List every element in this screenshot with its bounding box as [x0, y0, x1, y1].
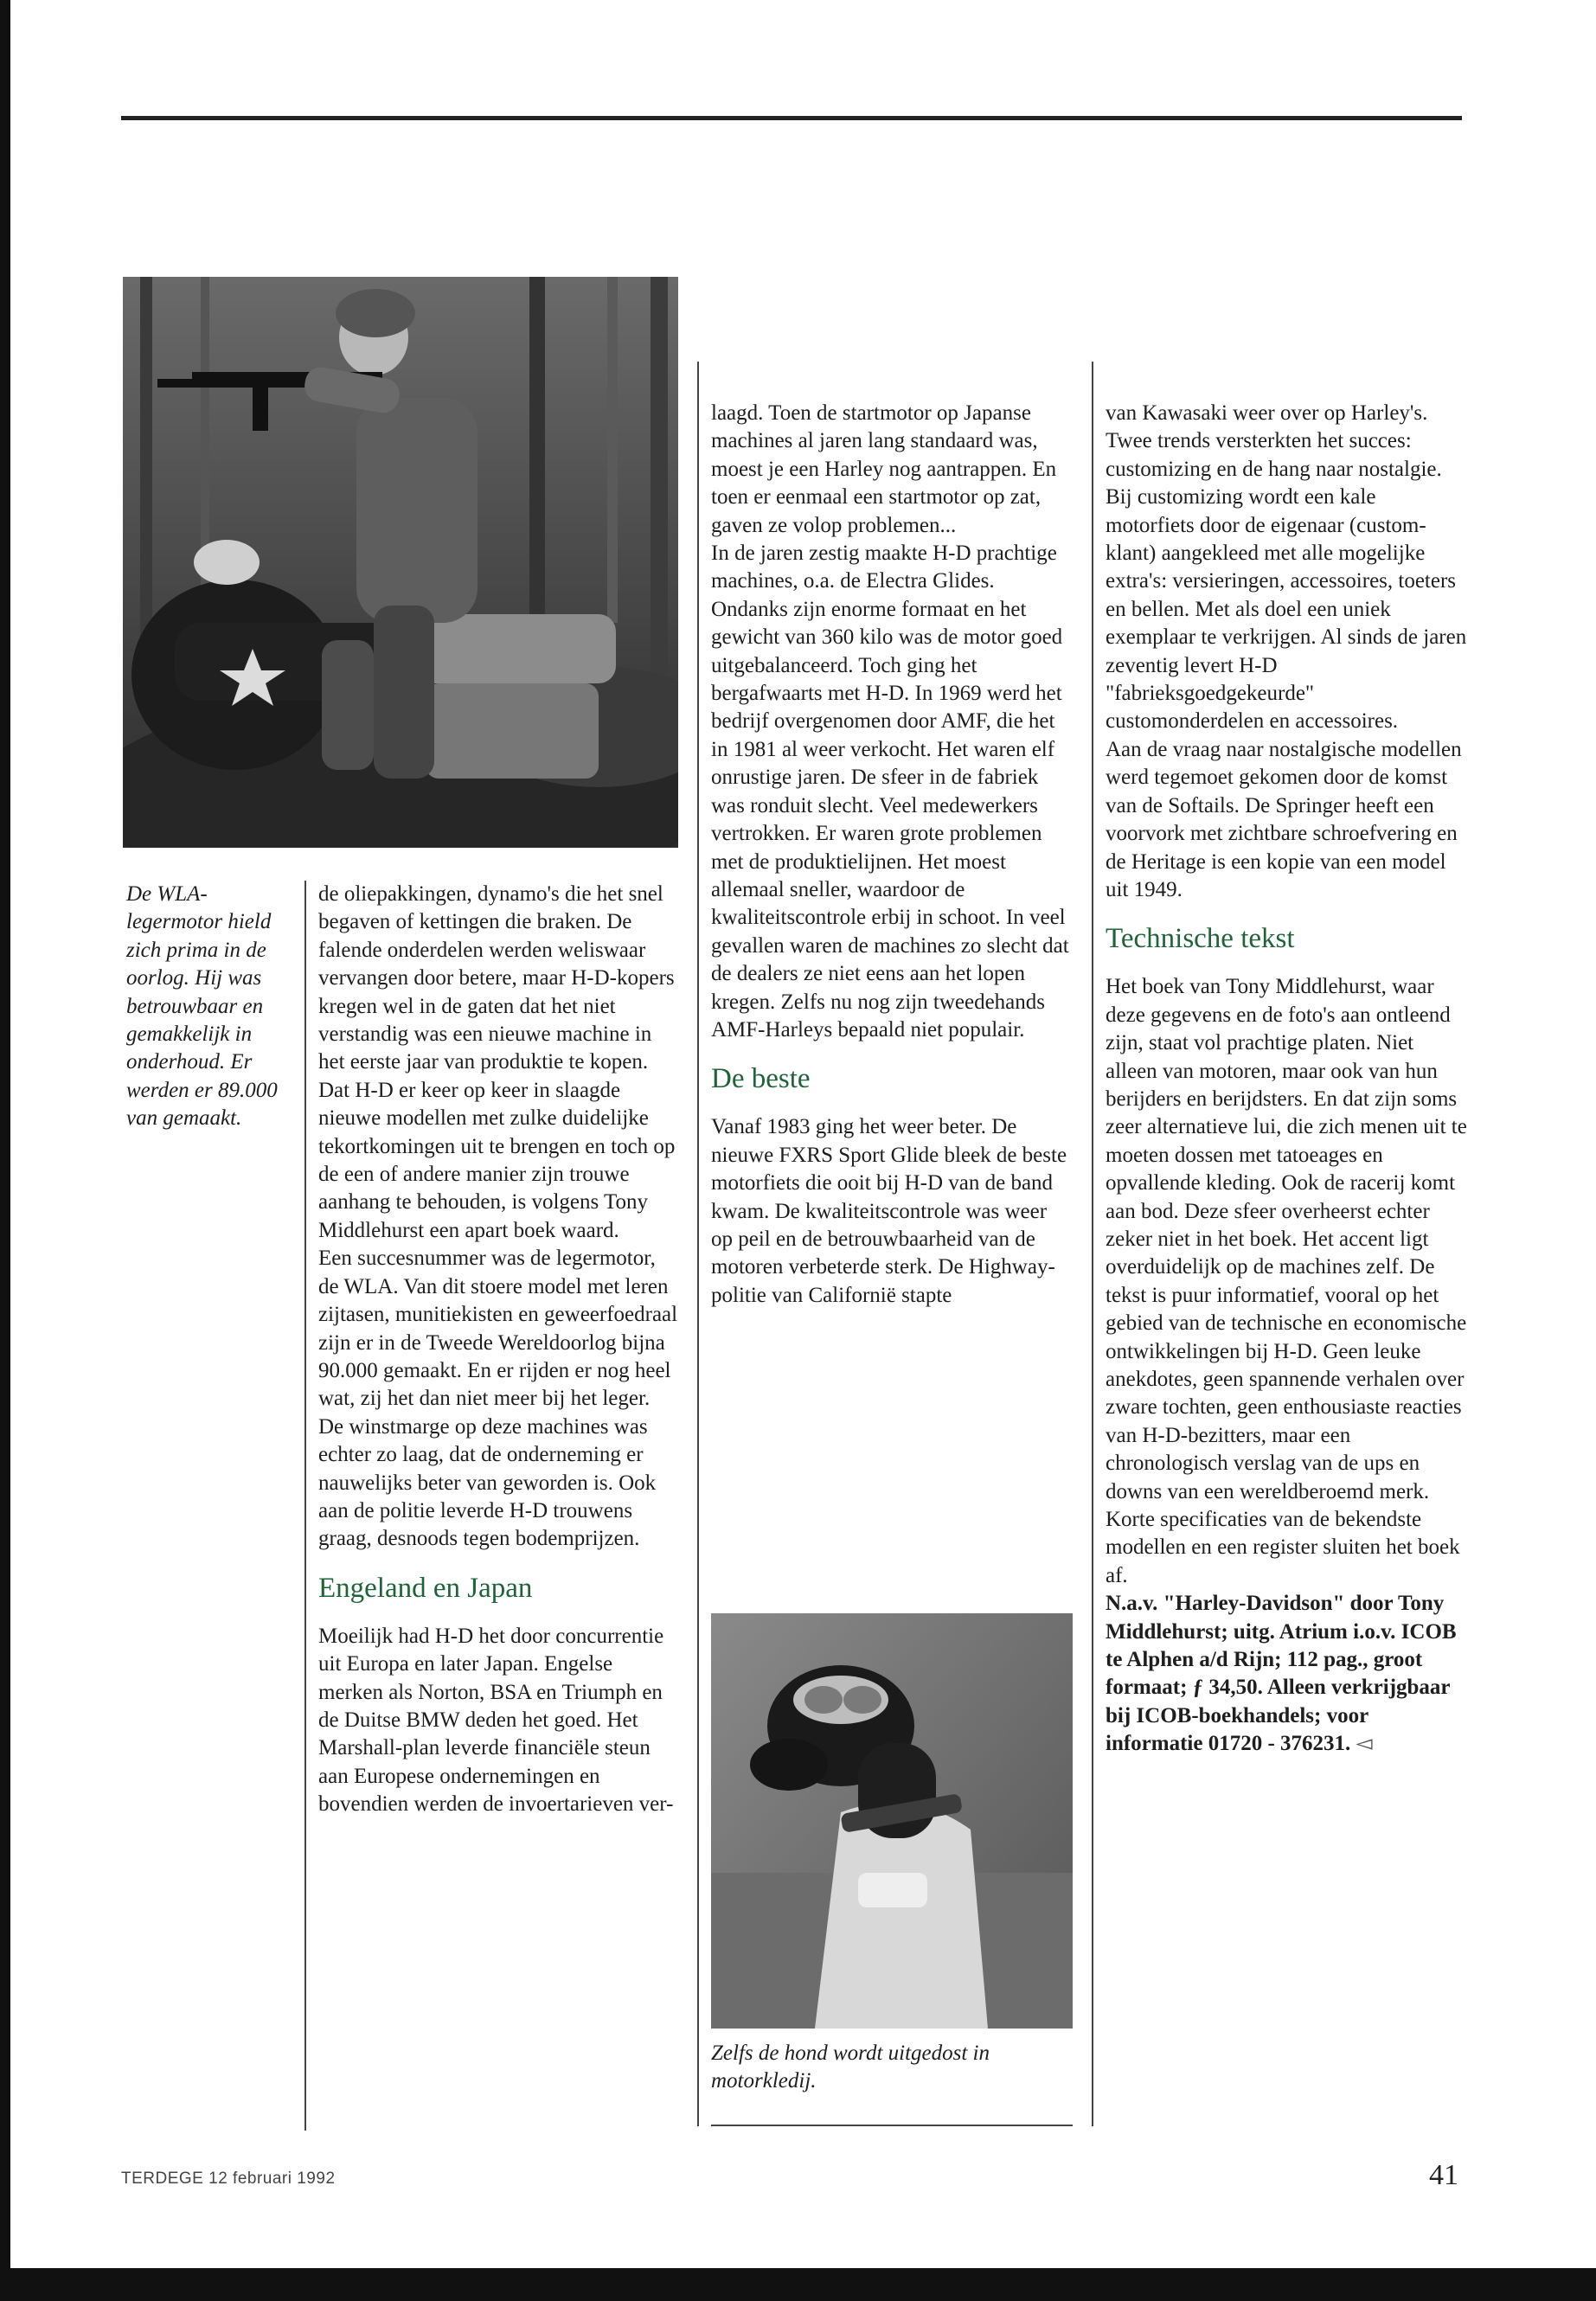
- page-number: 41: [1429, 2159, 1458, 2191]
- col2-paragraph-1: laagd. Toen de startmotor op Japanse machines al jaren lang standaard was, moest je een Harley nog aantrappen. En toen er eenmaal een startmotor op zat, gaven ze volop problemen...: [711, 401, 1057, 537]
- dog-goggles-photo: [711, 1613, 1073, 2029]
- col3-paragraph-4: Het boek van Tony Middlehurst, waar deze gegevens en de foto's aan ontleend zijn, staat vol prachtige platen. Niet alleen van motoren, maar ook van hun berijders en berijdsters. En dat zijn soms zeer alternatieve lui, die zich menen uit te moeten dossen met tatoeages en opvallende kleding. Ook de racerij komt aan bod. Deze sfeer overheerst echter zeker niet in het boek. Het accent ligt overduidelijk op de machines zelf. De tekst is puur informatief, vooral op het gebied van de technische en economische ontwikkelingen bij H-D. Geen leuke anekdotes, geen spannende verhalen over zware tochten, geen enthousiaste reacties van H-D-bezitters, maar een chronologisch verslag van de ups en downs van een wereldberoemd merk. Korte specificaties van de bekendste modellen en een register sluiten het boek af.: [1106, 975, 1467, 1587]
- photo-dog-in-motor-gear: [711, 1613, 1073, 2029]
- column-rule-2: [697, 362, 699, 2126]
- column-rule-1: [304, 881, 306, 2131]
- motorcycle-soldier-photo: [123, 277, 678, 848]
- top-rule: [121, 116, 1462, 120]
- col3-paragraph-1: van Kawasaki weer over op Harley's.: [1106, 401, 1428, 425]
- col2-paragraph-2: In de jaren zestig maakte H-D prachtige machines, o.a. de Electra Glides. Ondanks zijn enorme formaat en het gewicht van 360 kilo was de motor goed uitgebalanceerd. Toch ging het bergafwaarts met H-D. In 1969 werd het bedrijf overgenomen door AMF, die het in 1981 al weer verkocht. Het waren elf onrustige jaren. De sfeer in de fabriek was ronduit slecht. Veel medewerkers vertrokken. Er waren grote problemen met de produktielijnen. Het moest allemaal sneller, waardoor de kwaliteitscontrole erbij in schoot. In veel gevallen waren de machines zo slecht dat de dealers ze niet eens aan het lopen kregen. Zelfs nu nog zijn tweedehands AMF-Harleys bepaald niet populair.: [711, 542, 1069, 1042]
- footer-publication: TERDEGE 12 februari 1992: [121, 2170, 336, 2188]
- book-info-text: N.a.v. "Harley-Davidson" door Tony Middlehurst; uitg. Atrium i.o.v. ICOB te Alphen a/d Rijn; 112 pag., groot formaat; ƒ 34,50. Alleen verkrijgbaar bij ICOB-boekhandels; voor informatie 01720 - 376231.: [1106, 1592, 1457, 1756]
- col3-paragraph-2: Twee trends versterkten het succes: customizing en de hang naar nostalgie. Bij customizing wordt een kale motorfiets door de eigenaar (custom-klant) aangekleed met alle mogelijke extra's: versieringen, accessoires, toeters en bellen. Met als doel een uniek exemplaar te verkrijgen. Al sinds de jaren zeventig levert H-D "fabrieksgoedgekeurde" customonderdelen en accessoires.: [1106, 429, 1467, 734]
- caption-dog-photo: Zelfs de hond wordt uitgedost in motorkledij.: [711, 2041, 990, 2093]
- heading-de-beste: De beste: [711, 1063, 811, 1095]
- book-info: [1106, 1590, 1467, 1758]
- col3-paragraph-3: Aan de vraag naar nostalgische modellen werd tegemoet gekomen door de komst van de Softails. De Springer heeft een voorvork met zichtbare schroefvering en de Heritage is een kopie van een model uit 1949.: [1106, 737, 1462, 901]
- heading-technische-tekst: Technische tekst: [1106, 923, 1295, 955]
- caption-wla-photo: De WLA-legermotor hield zich prima in de oorlog. Hij was betrouwbaar en gemakkelijk in onderhoud. Er werden er 89.000 van gemaakt.: [126, 882, 278, 1131]
- end-mark-icon: ◅: [1356, 1732, 1373, 1756]
- col1-paragraph-1: de oliepakkingen, dynamo's die het snel begaven of kettingen die braken. De falende onderdelen werden weliswaar vervangen door betere, maar H-D-kopers kregen wel in de gaten dat het niet verstandig was een nieuwe machine in het eerste jaar van produktie te kopen. Dat H-D er keer op keer in slaagde nieuwe modellen met zulke duidelijke tekortkomingen uit te brengen en toch op de een of andere manier zijn trouwe aanhang te behouden, is volgens Tony Middlehurst een apart boek waard.: [318, 882, 676, 1242]
- scan-edge-bottom: [0, 2268, 1596, 2301]
- photo-wla-motorcycle: [123, 277, 678, 848]
- text-column-3: [1106, 400, 1467, 1759]
- scan-edge-left: [0, 0, 10, 2301]
- col1-paragraph-3: Moeilijk had H-D het door concurrentie uit Europa en later Japan. Engelse merken als Norton, BSA en Triumph en de Duitse BMW deden het goed. Het Marshall-plan leverde financiële steun aan Europese ondernemingen en bovendien werden de invoertarieven ver-: [318, 1624, 674, 1817]
- column-rule-3: [1092, 362, 1093, 2126]
- col1-paragraph-2: Een succesnummer was de legermotor, de WLA. Van dit stoere model met leren zijtasen, munitiekisten en geweerfoedraal zijn er in de Tweede Wereldoorlog bijna 90.000 gemaakt. En er rijden er nog heel wat, zij het dan niet meer bij het leger. De winstmarge op deze machines was echter zo laag, dat de onderneming er nauwelijks beter van geworden is. Ook aan de politie leverde H-D trouwens graag, desnoods tegen bodemprijzen.: [318, 1247, 678, 1551]
- col2-paragraph-3: Vanaf 1983 ging het weer beter. De nieuwe FXRS Sport Glide bleek de beste motorfiets die ooit bij H-D van de band kwam. De kwaliteitscontrole was weer op peil en de betrouwbaarheid van de motoren verbeterde sterk. De Highway-politie van Californië stapte: [711, 1115, 1067, 1307]
- text-column-1: [318, 881, 680, 1819]
- heading-engeland-en-japan: Engeland en Japan: [318, 1572, 533, 1604]
- caption-rule: [711, 2125, 1073, 2126]
- text-column-2: [711, 400, 1073, 1310]
